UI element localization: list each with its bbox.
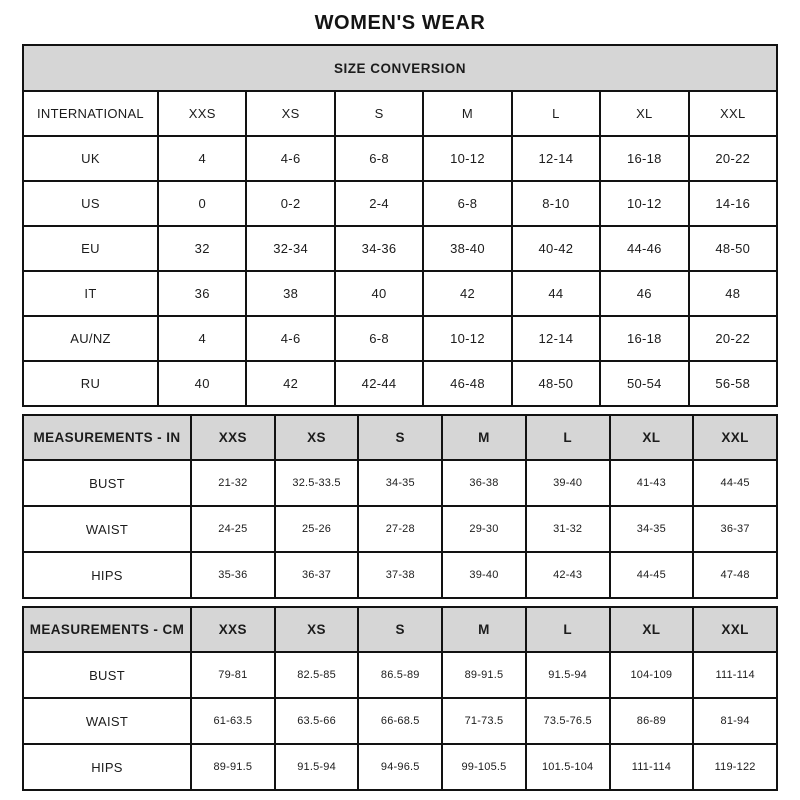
table-row: [23, 361, 777, 406]
table-row: [23, 506, 777, 552]
measurement-value-cell: 91.5-94: [275, 744, 359, 790]
table-row: [23, 226, 777, 271]
column-header-size: L: [512, 91, 600, 136]
column-header-size: M: [442, 415, 526, 460]
size-value-cell: 42: [246, 361, 334, 406]
size-value-cell: 48-50: [512, 361, 600, 406]
measurement-value-cell: 99-105.5: [442, 744, 526, 790]
measurement-value-cell: 79-81: [191, 652, 275, 698]
column-header-row: [23, 91, 777, 136]
column-header-size: XL: [610, 607, 694, 652]
table-row: [23, 652, 777, 698]
size-value-cell: 34-36: [335, 226, 423, 271]
table-row: [23, 552, 777, 598]
column-header-size: XS: [275, 415, 359, 460]
size-value-cell: 20-22: [689, 316, 777, 361]
row-label: WAIST: [23, 698, 191, 744]
size-value-cell: 38: [246, 271, 334, 316]
table-row: [23, 181, 777, 226]
column-header-size: M: [423, 91, 511, 136]
size-value-cell: 4: [158, 136, 246, 181]
measurement-value-cell: 61-63.5: [191, 698, 275, 744]
measurement-value-cell: 89-91.5: [191, 744, 275, 790]
size-value-cell: 12-14: [512, 316, 600, 361]
measurement-value-cell: 36-38: [442, 460, 526, 506]
row-label: UK: [23, 136, 158, 181]
measurement-value-cell: 21-32: [191, 460, 275, 506]
measurement-value-cell: 27-28: [358, 506, 442, 552]
measurement-value-cell: 31-32: [526, 506, 610, 552]
size-value-cell: 32: [158, 226, 246, 271]
measurement-value-cell: 41-43: [610, 460, 694, 506]
size-value-cell: 46-48: [423, 361, 511, 406]
size-value-cell: 56-58: [689, 361, 777, 406]
size-value-cell: 14-16: [689, 181, 777, 226]
column-header-size: XXS: [191, 415, 275, 460]
column-header-size: XS: [275, 607, 359, 652]
measurements-cm-table: [22, 606, 778, 791]
size-value-cell: 4: [158, 316, 246, 361]
column-header-size: XXL: [693, 607, 777, 652]
measurement-value-cell: 101.5-104: [526, 744, 610, 790]
table-title-cell: MEASUREMENTS - IN: [23, 415, 191, 460]
size-value-cell: 48: [689, 271, 777, 316]
measurements-in-table: [22, 414, 778, 599]
size-value-cell: 4-6: [246, 316, 334, 361]
measurement-value-cell: 71-73.5: [442, 698, 526, 744]
column-header-size: L: [526, 607, 610, 652]
measurement-value-cell: 63.5-66: [275, 698, 359, 744]
size-value-cell: 20-22: [689, 136, 777, 181]
measurement-value-cell: 73.5-76.5: [526, 698, 610, 744]
size-value-cell: 40: [335, 271, 423, 316]
measurement-value-cell: 89-91.5: [442, 652, 526, 698]
row-label: US: [23, 181, 158, 226]
size-value-cell: 16-18: [600, 316, 688, 361]
column-header-size: XL: [600, 91, 688, 136]
size-value-cell: 48-50: [689, 226, 777, 271]
measurement-value-cell: 36-37: [275, 552, 359, 598]
size-value-cell: 42: [423, 271, 511, 316]
column-header-size: XXS: [158, 91, 246, 136]
page-title: WOMEN'S WEAR: [314, 12, 486, 34]
table-row: [23, 316, 777, 361]
table-row: [23, 271, 777, 316]
table-header-row: [23, 607, 777, 652]
measurement-value-cell: 44-45: [693, 460, 777, 506]
measurement-value-cell: 111-114: [610, 744, 694, 790]
size-value-cell: 40: [158, 361, 246, 406]
measurement-value-cell: 104-109: [610, 652, 694, 698]
measurement-value-cell: 111-114: [693, 652, 777, 698]
size-value-cell: 6-8: [335, 136, 423, 181]
table-row: [23, 136, 777, 181]
size-value-cell: 42-44: [335, 361, 423, 406]
size-value-cell: 6-8: [423, 181, 511, 226]
size-value-cell: 44: [512, 271, 600, 316]
size-value-cell: 0-2: [246, 181, 334, 226]
size-value-cell: 8-10: [512, 181, 600, 226]
size-value-cell: 40-42: [512, 226, 600, 271]
table-header-row: [23, 415, 777, 460]
table-caption-row: [23, 45, 777, 91]
row-label: HIPS: [23, 552, 191, 598]
column-header-size: XXL: [693, 415, 777, 460]
size-value-cell: 6-8: [335, 316, 423, 361]
measurement-value-cell: 25-26: [275, 506, 359, 552]
size-value-cell: 38-40: [423, 226, 511, 271]
measurement-value-cell: 82.5-85: [275, 652, 359, 698]
column-header-size: L: [526, 415, 610, 460]
measurement-value-cell: 86.5-89: [358, 652, 442, 698]
row-label: BUST: [23, 460, 191, 506]
measurement-value-cell: 86-89: [610, 698, 694, 744]
measurement-value-cell: 29-30: [442, 506, 526, 552]
measurement-value-cell: 34-35: [610, 506, 694, 552]
size-value-cell: 10-12: [423, 316, 511, 361]
measurement-value-cell: 94-96.5: [358, 744, 442, 790]
column-header-size: S: [358, 415, 442, 460]
row-label: WAIST: [23, 506, 191, 552]
measurement-value-cell: 24-25: [191, 506, 275, 552]
column-header-size: XS: [246, 91, 334, 136]
measurement-value-cell: 119-122: [693, 744, 777, 790]
size-value-cell: 12-14: [512, 136, 600, 181]
column-header-size: S: [358, 607, 442, 652]
measurement-value-cell: 32.5-33.5: [275, 460, 359, 506]
size-value-cell: 4-6: [246, 136, 334, 181]
row-label: EU: [23, 226, 158, 271]
row-label: BUST: [23, 652, 191, 698]
column-header-size: XXS: [191, 607, 275, 652]
size-value-cell: 50-54: [600, 361, 688, 406]
row-label: IT: [23, 271, 158, 316]
size-value-cell: 2-4: [335, 181, 423, 226]
measurement-value-cell: 47-48: [693, 552, 777, 598]
column-header-size: XXL: [689, 91, 777, 136]
size-value-cell: 36: [158, 271, 246, 316]
measurement-value-cell: 91.5-94: [526, 652, 610, 698]
measurement-value-cell: 39-40: [442, 552, 526, 598]
measurement-value-cell: 81-94: [693, 698, 777, 744]
size-value-cell: 44-46: [600, 226, 688, 271]
measurement-value-cell: 34-35: [358, 460, 442, 506]
size-value-cell: 10-12: [423, 136, 511, 181]
measurement-value-cell: 35-36: [191, 552, 275, 598]
table-row: [23, 698, 777, 744]
row-label: AU/NZ: [23, 316, 158, 361]
measurement-value-cell: 36-37: [693, 506, 777, 552]
column-header-size: XL: [610, 415, 694, 460]
size-value-cell: 32-34: [246, 226, 334, 271]
measurement-value-cell: 44-45: [610, 552, 694, 598]
measurement-value-cell: 37-38: [358, 552, 442, 598]
size-conversion-table: [22, 44, 778, 407]
column-header-size: M: [442, 607, 526, 652]
size-value-cell: 10-12: [600, 181, 688, 226]
row-label: HIPS: [23, 744, 191, 790]
measurements-cm-body: [23, 607, 777, 790]
table-title-cell: MEASUREMENTS - CM: [23, 607, 191, 652]
row-label: RU: [23, 361, 158, 406]
column-header-region: INTERNATIONAL: [23, 91, 158, 136]
measurements-in-body: [23, 415, 777, 598]
table-row: [23, 744, 777, 790]
table-row: [23, 460, 777, 506]
measurement-value-cell: 39-40: [526, 460, 610, 506]
size-conversion-body: [23, 45, 777, 406]
column-header-size: S: [335, 91, 423, 136]
measurement-value-cell: 66-68.5: [358, 698, 442, 744]
size-value-cell: 0: [158, 181, 246, 226]
measurement-value-cell: 42-43: [526, 552, 610, 598]
size-value-cell: 16-18: [600, 136, 688, 181]
size-value-cell: 46: [600, 271, 688, 316]
table-caption: SIZE CONVERSION: [23, 45, 777, 91]
